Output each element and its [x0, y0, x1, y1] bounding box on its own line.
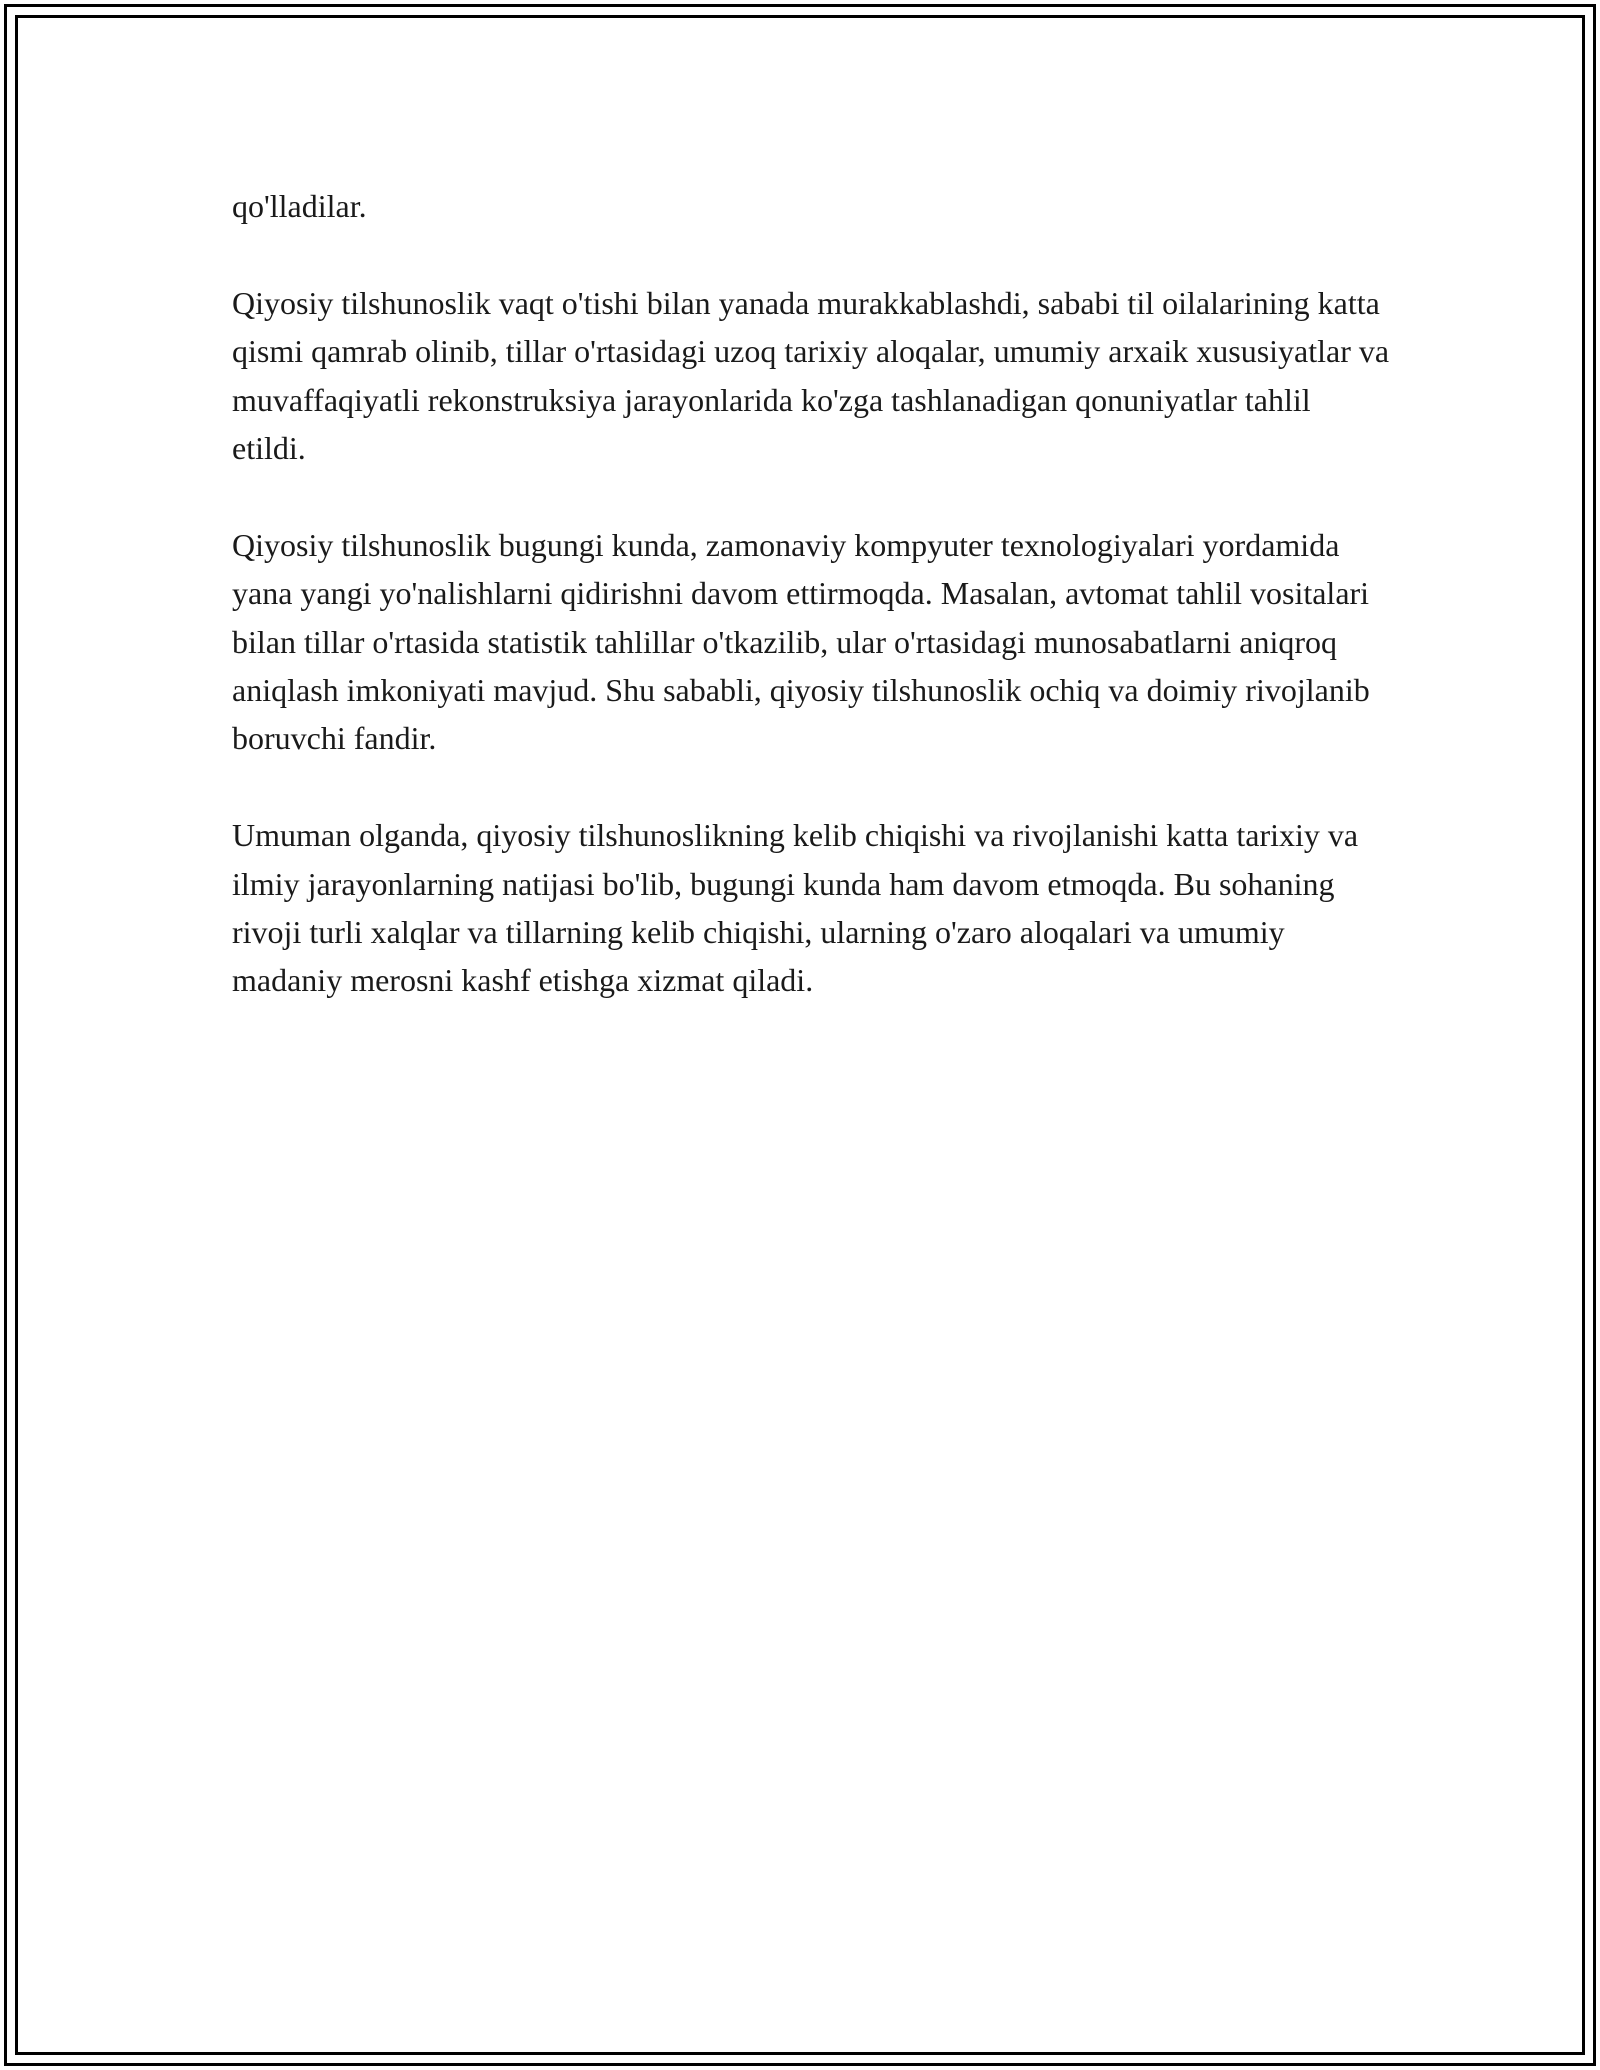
- paragraph-continuation: qo'lladilar.: [232, 188, 367, 224]
- document-body: [232, 182, 1392, 1005]
- paragraph-conclusion: Umuman olganda, qiyosiy tilshunoslikning kelib chiqishi va rivojlanishi katta tarixiy va ilmiy jarayonlarning natijasi bo'lib, bugungi kunda ham davom etmoqda. Bu sohaning rivoji turli xalqlar va tillarning kelib chiqishi, ularning o'zaro aloqalari va umumiy madaniy merosni kashf etishga xizmat qiladi.: [232, 817, 1359, 999]
- paragraph-modern-technology: Qiyosiy tilshunoslik bugungi kunda, zamonaviy kompyuter texnologiyalari yordamida yana yangi yo'nalishlarni qidirishni davom ettirmoqda. Masalan, avtomat tahlil vositalari bilan tillar o'rtasida statistik tahlillar o'tkazilib, ular o'rtasidagi munosabatlarni aniqroq aniqlash imkoniyati mavjud. Shu sababli, qiyosiy tilshunoslik ochiq va doimiy rivojlanib boruvchi fandir.: [232, 526, 1370, 757]
- paragraph-complexity: Qiyosiy tilshunoslik vaqt o'tishi bilan yanada murakkablashdi, sababi til oilalarining katta qismi qamrab olinib, tillar o'rtasidagi uzoq tarixiy aloqalar, umumiy arxaik xususiyatlar va muvaffaqiyatli rekonstruksiya jarayonlarida ko'zga tashlanadigan qonuniyatlar tahlil etildi.: [232, 284, 1390, 467]
